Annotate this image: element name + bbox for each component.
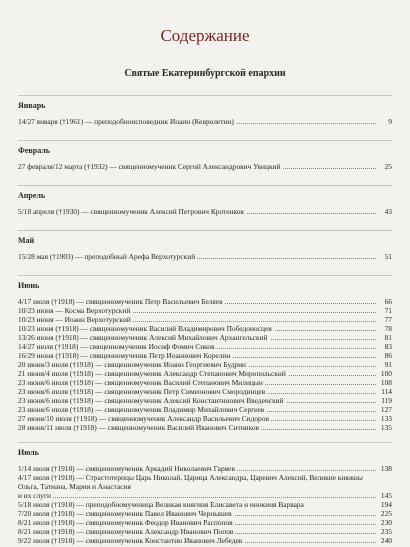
entry-page: 86 bbox=[384, 351, 392, 360]
entry-page: 194 bbox=[380, 500, 392, 509]
toc-entry[interactable] bbox=[18, 414, 392, 423]
entry-page: 119 bbox=[381, 396, 392, 405]
entry-text: 5/18 июля (†1918) — преподобномученица Великая княгиня Елисавета и инокиня Варвара bbox=[18, 500, 304, 509]
toc-entry[interactable] bbox=[18, 527, 392, 536]
entry-page: 71 bbox=[384, 306, 392, 315]
entry-text: 15/28 мая (†1903) — преподобный Арефа Верхотурский bbox=[18, 252, 196, 261]
month-heading: Январь bbox=[18, 101, 46, 110]
toc-entry[interactable] bbox=[18, 306, 392, 315]
toc-entry[interactable] bbox=[18, 396, 392, 405]
entry-page: 135 bbox=[380, 423, 392, 432]
toc-entry[interactable] bbox=[18, 509, 392, 518]
toc-entry[interactable] bbox=[18, 518, 392, 527]
entry-page: 138 bbox=[380, 464, 392, 473]
entry-text: 8/21 июля (†1918) — священномученик Феодор Иванович Распопов bbox=[18, 518, 233, 527]
entry-text: 9/22 июля (†1918) — священномученик Константин Иванович Лебедев bbox=[18, 536, 243, 545]
entry-page: 51 bbox=[384, 252, 392, 261]
entry-page: 25 bbox=[384, 162, 392, 171]
toc-entry[interactable] bbox=[18, 491, 392, 500]
entry-page: 225 bbox=[380, 509, 392, 518]
entry-text: 8/21 июля (†1918) — священномученик Александр Иванович Попов bbox=[18, 527, 234, 536]
entry-page: 230 bbox=[380, 518, 392, 527]
entry-page: 235 bbox=[380, 527, 392, 536]
entry-page: 78 bbox=[384, 324, 392, 333]
toc-section-july bbox=[18, 442, 392, 545]
month-heading: Апрель bbox=[18, 191, 46, 200]
entry-text: 1/14 июля (†1918) — священномученик Аркадий Николаевич Гаряев bbox=[18, 464, 235, 473]
toc-section-june bbox=[18, 275, 392, 440]
toc-entry[interactable] bbox=[18, 324, 392, 333]
entry-text: 23 июня/6 июля (†1918) — священномученик Владимир Михайлович Сергеев bbox=[18, 405, 265, 414]
toc-section-january bbox=[18, 95, 392, 138]
toc-entry[interactable] bbox=[18, 351, 392, 360]
entry-page: 114 bbox=[381, 387, 392, 396]
toc-entry[interactable] bbox=[18, 423, 392, 432]
entry-page: 100 bbox=[380, 369, 392, 378]
toc-entry[interactable] bbox=[18, 378, 392, 387]
toc-entry[interactable] bbox=[18, 117, 392, 126]
entry-page: 145 bbox=[380, 491, 392, 500]
entry-page: 66 bbox=[384, 297, 392, 306]
month-heading: Июль bbox=[18, 448, 39, 457]
entry-page: 83 bbox=[384, 342, 392, 351]
toc-entry[interactable] bbox=[18, 252, 392, 261]
entry-text: 27 февраля/12 марта (†1932) — священномученик Сергий Александрович Увицкий bbox=[18, 162, 281, 171]
entry-page: 108 bbox=[380, 378, 392, 387]
month-heading: Июнь bbox=[18, 281, 40, 290]
toc-entry[interactable] bbox=[18, 536, 392, 545]
entry-text: 14/27 января (†1961) — преподобноисповедник Иоаин (Кевролетин) bbox=[18, 117, 234, 126]
month-heading: Май bbox=[18, 236, 35, 245]
entry-page: 91 bbox=[384, 360, 392, 369]
entry-text: 10/23 июня (†1918) — священномученик Василий Владимирович Победоносцев bbox=[18, 324, 272, 333]
toc-entry[interactable] bbox=[18, 297, 392, 306]
toc-entry[interactable] bbox=[18, 387, 392, 396]
entry-text: 4/17 июля (†1918) — священномученик Петр Васильевич Беляев bbox=[18, 297, 223, 306]
toc-section-february bbox=[18, 140, 392, 183]
toc-entry[interactable] bbox=[18, 342, 392, 351]
entry-page: 43 bbox=[384, 207, 392, 216]
entry-text: 10/23 июня — Косма Верхотурский bbox=[18, 306, 131, 315]
entry-text: 13/26 июня (†1918) — священномученик Алексий Михайлович Архангельский bbox=[18, 333, 268, 342]
toc-section-april bbox=[18, 185, 392, 228]
entry-text: 7/20 июля (†1918) — священномученик Павел Иванович Чернышев bbox=[18, 509, 232, 518]
entry-text: 21 июня/4 июля (†1918) — священномученик Александр Степанович Миропольский bbox=[18, 369, 286, 378]
toc-entry[interactable] bbox=[18, 464, 392, 473]
entry-page: 9 bbox=[388, 117, 392, 126]
page-title: Содержание bbox=[160, 26, 250, 45]
entry-text: 20 июня/3 июля (†1918) — священномученик Иоанн Георгиевич Будрин bbox=[18, 360, 246, 369]
toc-entry[interactable] bbox=[18, 207, 392, 216]
toc-entry[interactable] bbox=[18, 315, 392, 324]
toc-entry[interactable] bbox=[18, 333, 392, 342]
toc-entry[interactable] bbox=[18, 500, 392, 509]
toc-entry[interactable] bbox=[18, 162, 392, 171]
entry-text: 10/23 июня — Иоанн Верхотурский bbox=[18, 315, 131, 324]
entry-page: 133 bbox=[380, 414, 392, 423]
entry-page: 127 bbox=[380, 405, 392, 414]
entry-text: 28 июня/11 июля (†1918) — священномученик Василий Иванович Ситников bbox=[18, 423, 260, 432]
entry-text: 14/27 июля (†1918) — священномученик Иосиф Фомич Сиков bbox=[18, 342, 215, 351]
toc-entry[interactable] bbox=[18, 360, 392, 369]
entry-text: 16/29 июня (†1918) — священномученик Петр Иоаннович Корелин bbox=[18, 351, 231, 360]
toc-section-may bbox=[18, 230, 392, 273]
entry-text: 23 июня/6 июля (†1918) — священномученик Алексий Константинович Введенский bbox=[18, 396, 284, 405]
toc-entry[interactable] bbox=[18, 369, 392, 378]
entry-page: 240 bbox=[380, 536, 392, 545]
month-heading: Февраль bbox=[18, 146, 50, 155]
entry-text: 23 июня/6 июля (†1918) — священномученик Петр Симеонович Смородинцев bbox=[18, 387, 266, 396]
toc-subtitle: Святые Екатеринбургской епархии bbox=[124, 68, 286, 79]
toc-entry[interactable] bbox=[18, 405, 392, 414]
toc-content bbox=[18, 95, 392, 547]
entry-text: 4/17 июля (†1918) — Страстотерпцы Царь Николай, Царица Александра, Царевич Алексий, Великие княжны Ольга, Татиана, Мария и Анастасия bbox=[18, 473, 363, 491]
entry-text: и их слуги bbox=[18, 491, 51, 500]
entry-text: 5/18 апреля (†1930) — священномученик Алексий Петрович Кротенков bbox=[18, 207, 244, 216]
entry-text: 23 июня/6 июля (†1918) — священномученик Василий Степанович Милицын bbox=[18, 378, 263, 387]
toc-entry[interactable] bbox=[18, 473, 392, 491]
entry-page: 77 bbox=[384, 315, 392, 324]
entry-page: 81 bbox=[384, 333, 392, 342]
entry-text: 27 июня/10 июля (†1918) — священномученик Александр Васильевич Сидоров bbox=[18, 414, 269, 423]
